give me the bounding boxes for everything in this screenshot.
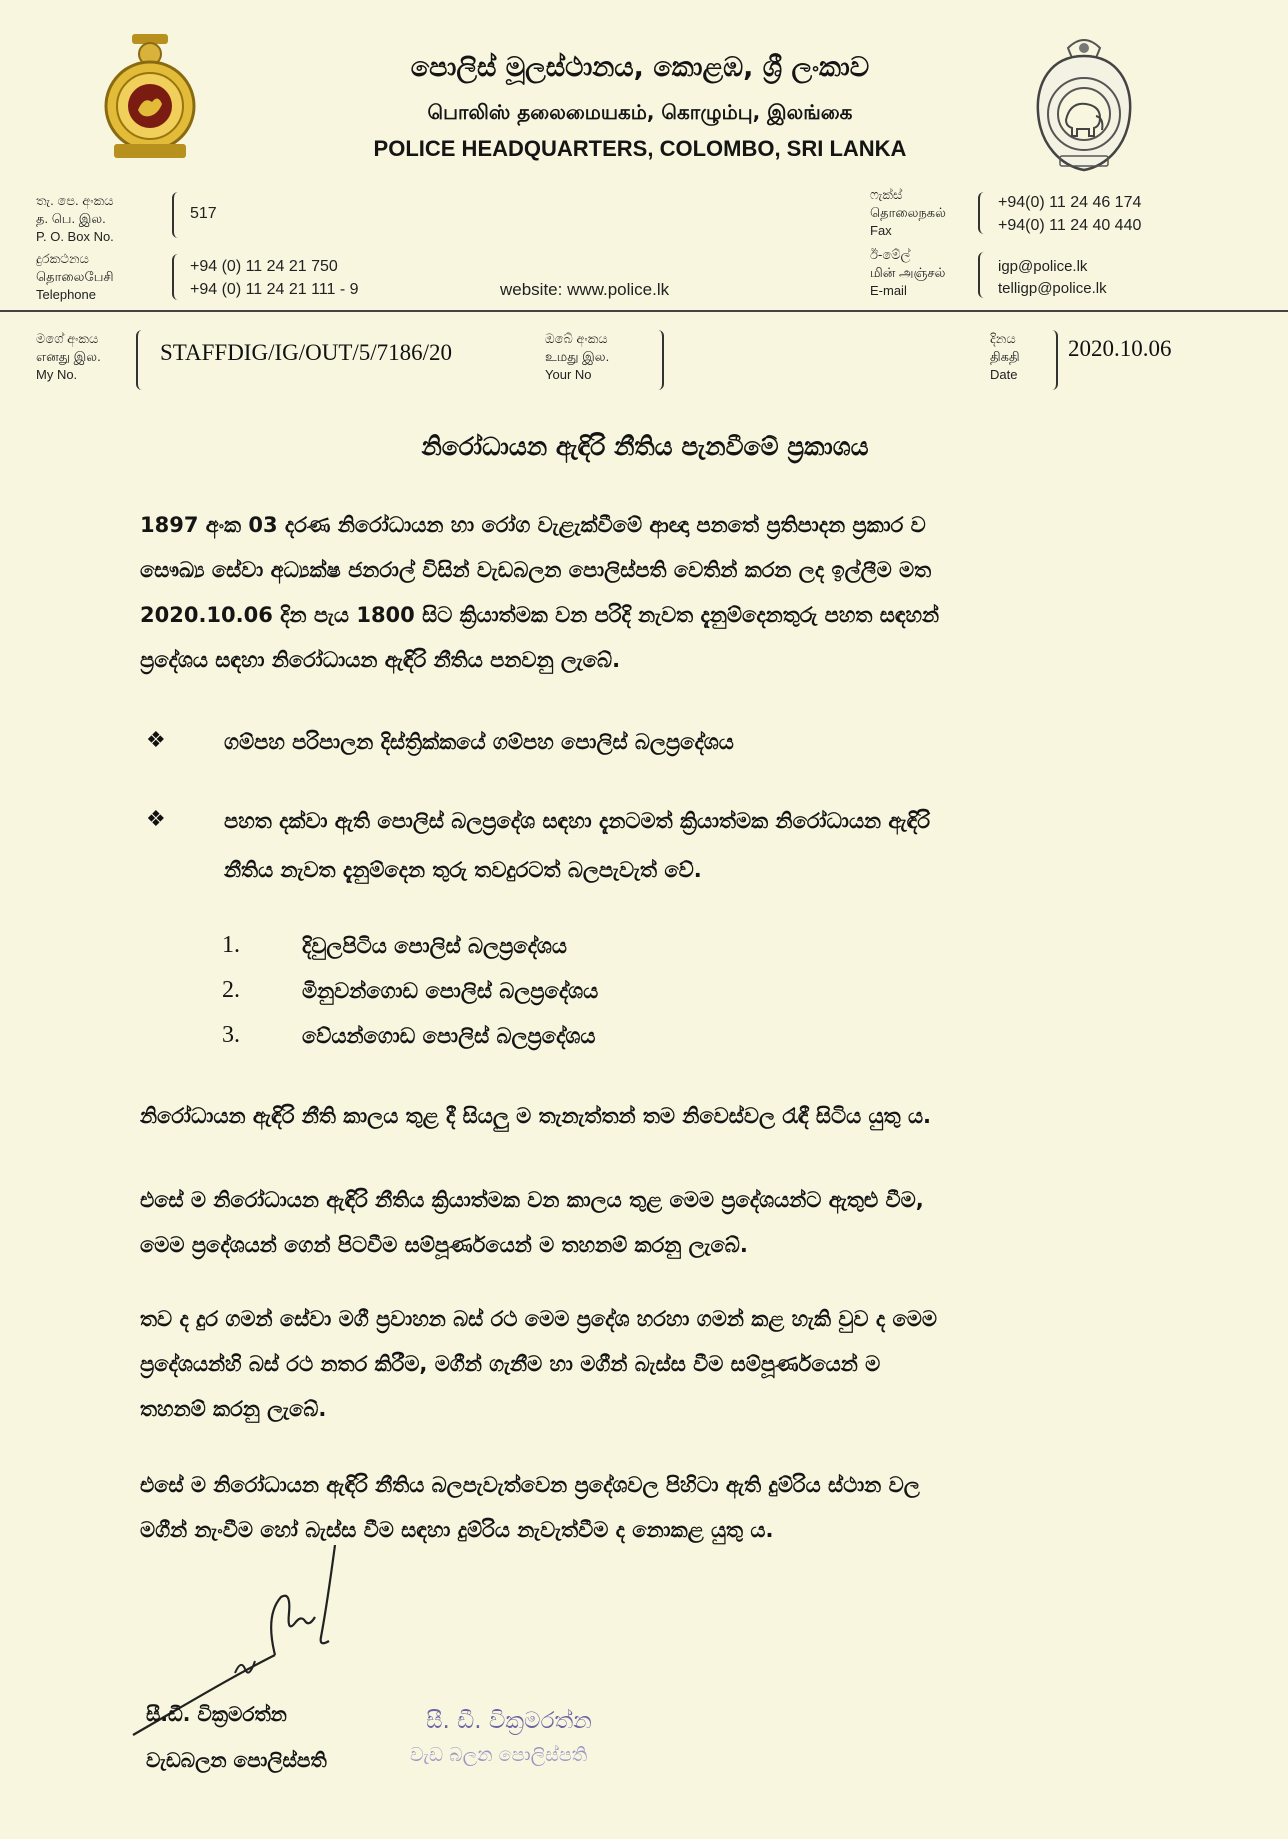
po-box-label: තැ. පෙ. අංකය த. பெ. இல. P. O. Box No. bbox=[36, 193, 114, 244]
telephone-value-1: +94 (0) 11 24 21 750 bbox=[190, 258, 338, 275]
official-stamp-name: සී. ඩී. වික්‍රමරත්න bbox=[426, 1708, 592, 1734]
brace bbox=[172, 254, 184, 300]
bullet-item: පහත දක්වා ඇති පොලිස් බලප්‍රදේශ සඳහා දැනටමත් ක්‍රියාත්මක නිරෝධායන ඇඳිරි නීතිය නැවත දැනුම්දෙන තුරු තවදුරටත් බලපැවැත් වේ. bbox=[224, 809, 931, 882]
website-text: website: www.police.lk bbox=[500, 280, 670, 299]
railway-paragraph: එසේ ම නිරෝධායන ඇඳිරි නීතිය බලපැවැත්වෙන ප්‍රදේශවල පිහිටා ඇති දුම්රිය ස්ථාන වල මගීන් නැංවීම හෝ බැස්ස වීම සඳහා දුම්රිය නැවැත්වීම ද නොකළ යුතු ය. bbox=[140, 1473, 920, 1542]
intro-paragraph bbox=[140, 503, 1140, 683]
list-item: මිනුවන්ගොඩ පොලිස් බලප්‍රදේශය bbox=[302, 979, 599, 1003]
signatory-name: සී.ඩී. වික්‍රමරත්න bbox=[146, 1702, 287, 1726]
diamond-bullet-icon: ❖ bbox=[146, 807, 166, 832]
my-no-label: මගේ අංකය எனது இல. My No. bbox=[36, 331, 101, 382]
date-label: දිනය திகதி Date bbox=[990, 331, 1020, 382]
sri-lanka-state-emblem bbox=[104, 34, 196, 162]
brace bbox=[652, 330, 664, 390]
list-item-number: 1. bbox=[222, 932, 240, 958]
diamond-bullet-icon: ❖ bbox=[146, 728, 166, 753]
letterhead-title-sinhala: පොලිස් මූලස්ථානය, කොළඹ, ශ්‍රී ලංකාව bbox=[410, 52, 870, 83]
fax-label: ෆැක්ස් தொலைநகல் Fax bbox=[870, 187, 946, 238]
brace bbox=[978, 192, 990, 234]
letterhead-divider bbox=[0, 310, 1288, 312]
po-box-value: 517 bbox=[190, 205, 217, 222]
bus-paragraph: තව ද දුර ගමන් සේවා මගී ප්‍රවාහන බස් රථ මෙම ප්‍රදේශ හරහා ගමන් කළ හැකි වුව ද මෙම ප්‍රදේශයන්හි බස් රථ නතර කිරීම, මගීන් ගැනීම හා මගීන් බැස්ස වීම සම්පූර්ණයෙන් ම තහනම් කරනු ලැබේ. bbox=[140, 1307, 937, 1421]
my-reference-number: STAFFDIG/IG/OUT/5/7186/20 bbox=[160, 340, 453, 365]
brace bbox=[978, 252, 990, 298]
letterhead-title-english: POLICE HEADQUARTERS, COLOMBO, SRI LANKA bbox=[373, 136, 907, 161]
email-value-1: igp@police.lk bbox=[998, 258, 1088, 275]
email-value-2: telligp@police.lk bbox=[998, 280, 1107, 297]
fax-value-2: +94(0) 11 24 40 440 bbox=[998, 217, 1142, 234]
brace bbox=[1046, 330, 1058, 390]
entry-exit-paragraph: එසේ ම නිරෝධායන ඇඳිරි නීතිය ක්‍රියාත්මක වන කාලය තුළ මෙම ප්‍රදේශයන්ට ඇතුළු වීම, මෙම ප්‍රදේශයන් ගෙන් පිටවීම සම්පූර්ණයෙන් ම තහනම් කරනු ලැබේ. bbox=[140, 1188, 924, 1257]
intro-line: ප්‍රදේශය සඳහා නිරෝධායන ඇඳිරි නීතිය පනවනු ලැබේ. bbox=[140, 648, 621, 672]
list-item-number: 3. bbox=[222, 1022, 240, 1048]
brace bbox=[136, 330, 148, 390]
intro-line: සෞඛ්‍ය සේවා අධ්‍යක්ෂ ජනරාල් විසින් වැඩබලන පොලිස්පති වෙතින් කරන ලද ඉල්ලීම මත bbox=[140, 558, 932, 582]
stay-home-paragraph: නිරෝධායන ඇඳිරි නීති කාලය තුළ දී සියලු ම තැනැත්තන් තම නිවෙස්වල රැඳී සිටිය යුතු ය. bbox=[140, 1104, 932, 1128]
letterhead-title-tamil: பொலிஸ் தலைமையகம், கொழும்பு, இலங்கை bbox=[427, 100, 853, 124]
fax-value-1: +94(0) 11 24 46 174 bbox=[998, 194, 1142, 211]
brace bbox=[172, 192, 184, 238]
list-item: වේයන්ගොඩ පොලිස් බලප්‍රදේශය bbox=[302, 1024, 596, 1048]
intro-line: 1897 අංක 03 දරණ නිරෝධායන හා රෝග වැළැක්වීමේ ආඥා පනතේ ප්‍රතිපාදන ප්‍රකාර ව bbox=[140, 513, 926, 537]
signatory-title: වැඩබලන පොලිස්පති bbox=[146, 1748, 327, 1772]
your-no-label: ඔබේ අංකය உமது இல. Your No bbox=[545, 331, 610, 382]
email-label: ඊ-මේල් மின் அஞ்சல் E-mail bbox=[870, 247, 946, 298]
intro-line: 2020.10.06 දින පැය 1800 සිට ක්‍රියාත්මක වන පරිදි නැවත දැනුම්දෙනතුරු පහත සඳහන් bbox=[140, 603, 940, 627]
list-item: දිවුලපිටිය පොලිස් බලප්‍රදේශය bbox=[302, 934, 568, 958]
bullet-item: ගම්පහ පරිපාලන දිස්ත්‍රික්කයේ ගම්පහ පොලිස් බලප්‍රදේශය bbox=[224, 730, 734, 754]
official-stamp-title: වැඩ බලන පොලිස්පති bbox=[410, 1744, 588, 1766]
telephone-value-2: +94 (0) 11 24 21 111 - 9 bbox=[190, 281, 359, 298]
telephone-label: දුරකථනය தொலைபேசி Telephone bbox=[36, 251, 114, 302]
list-item-number: 2. bbox=[222, 977, 240, 1003]
sri-lanka-police-emblem bbox=[1030, 34, 1138, 174]
document-title: නිරෝධායන ඇඳිරි නීතිය පැනවීමේ ප්‍රකාශය bbox=[421, 432, 869, 461]
letter-date: 2020.10.06 bbox=[1068, 336, 1172, 361]
